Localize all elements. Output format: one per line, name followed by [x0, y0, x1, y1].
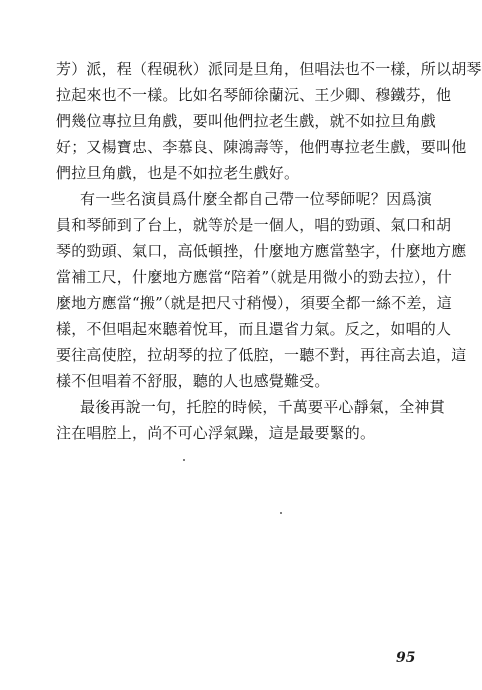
paragraph-2-line-5: 麼地方應當“搬”（就是把尺寸稍慢），須要全都一絲不差，這	[56, 294, 452, 312]
paragraph-1-line-1: 芳）派，程（程硯秋）派同是旦角，但唱法也不一樣，所以胡琴	[56, 60, 482, 78]
paragraph-3-line-2: 注在唱腔上，尚不可心浮氣躁，這是最要緊的。	[56, 424, 376, 442]
paragraph-1-line-5: 們拉旦角戲，也是不如拉老生戲好。	[56, 164, 300, 182]
paragraph-3-line-1: 最後再說一句，托腔的時候，千萬要平心靜氣，全神貫	[80, 398, 445, 416]
paragraph-2-line-2: 員和琴師到了台上，就等於是一個人，唱的勁頭、氣口和胡	[56, 216, 452, 234]
scan-speck	[280, 512, 282, 514]
page-number: 95	[396, 650, 416, 666]
paragraph-2-line-4: 當補工尺，什麼地方應當“陪着”（就是用微小的勁去拉），什	[56, 268, 452, 286]
paragraph-1-line-4: 好；又楊寶忠、李慕良、陳鴻壽等，他們專拉老生戲，要叫他	[56, 138, 467, 156]
scan-speck	[183, 459, 185, 461]
paragraph-2-line-8: 樣不但唱着不舒服，聽的人也感覺難受。	[56, 372, 330, 390]
paragraph-1-line-3: 們幾位專拉旦角戲，要叫他們拉老生戲，就不如拉旦角戲	[56, 112, 437, 130]
paragraph-2-line-3: 琴的勁頭、氣口，高低頓挫，什麼地方應當墊字，什麼地方應	[56, 242, 467, 260]
paragraph-2-line-6: 樣，不但唱起來聽着悅耳，而且還省力氣。反之，如唱的人	[56, 320, 452, 338]
paragraph-2-line-7: 要往高使腔，拉胡琴的拉了低腔，一聽不對，再往高去追，這	[56, 346, 467, 364]
paragraph-1-line-2: 拉起來也不一樣。比如名琴師徐蘭沅、王少卿、穆鐵芬，他	[56, 86, 452, 104]
paragraph-2-line-1: 有一些名演員爲什麼全都自己帶一位琴師呢？因爲演	[80, 190, 432, 208]
